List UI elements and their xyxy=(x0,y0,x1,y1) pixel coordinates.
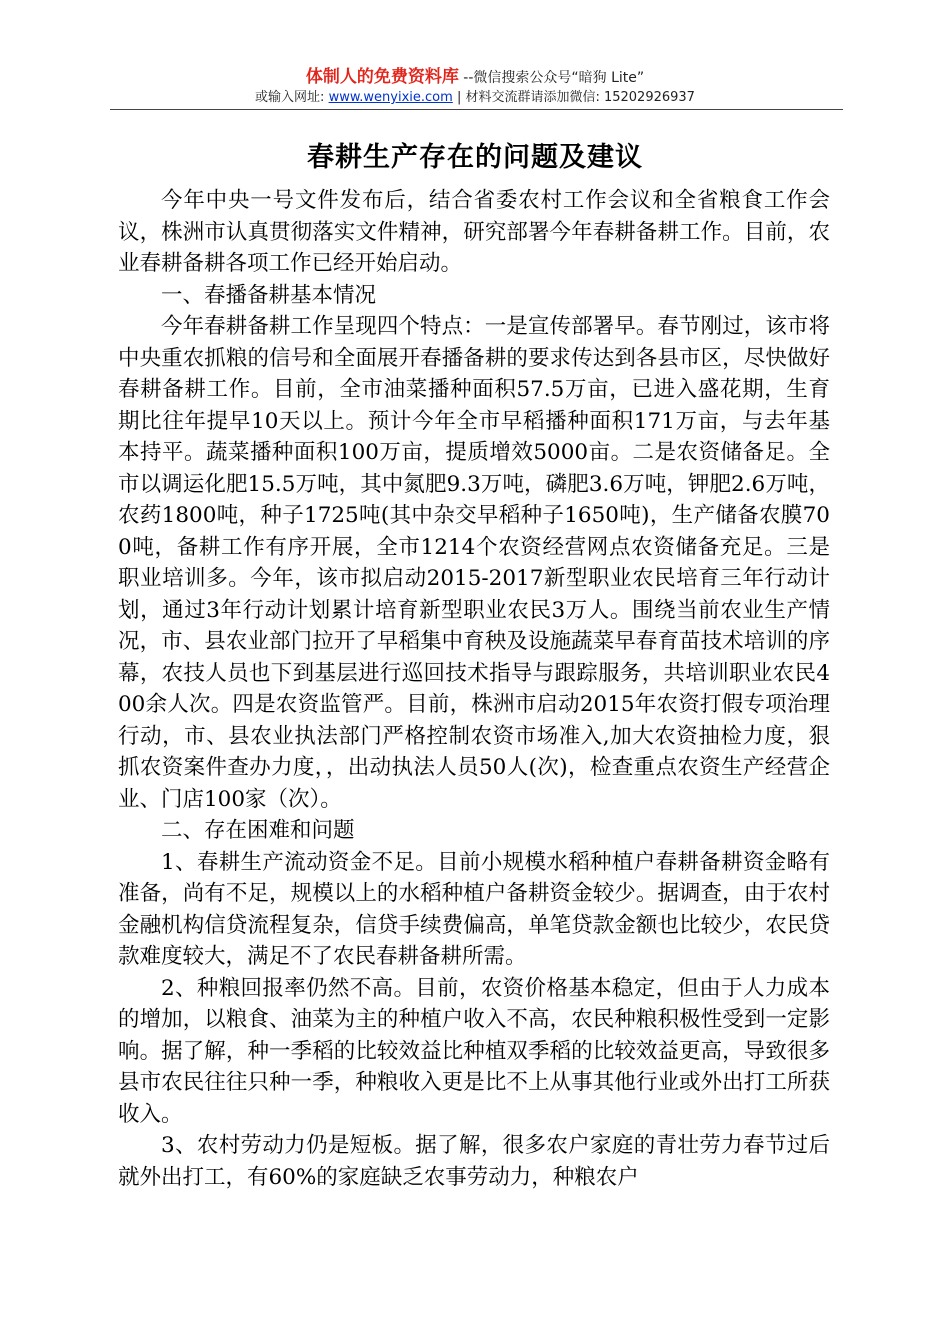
header-divider xyxy=(110,109,843,110)
brand-name: 体制人的免费资料库 xyxy=(305,67,459,87)
paragraph: 今年春耕备耕工作呈现四个特点：一是宣传部署早。春节刚过，该市将中央重农抓粮的信号和全面展开春播备耕的要求传达到各县市区，尽快做好春耕备耕工作。目前，全市油菜播种面积57.5万亩，已进入盛花期，生育期比往年提早10天以上。预计今年全市早稻播种面积171万亩，与去年基本持平。蔬菜播种面积100万亩，提质增效5000亩。二是农资储备足。全市以调运化肥15.5万吨，其中氮肥9.3万吨，磷肥3.6万吨，钾肥2.6万吨，农药1800吨，种子1725吨(其中杂交早稻种子1650吨)，生产储备农膜700吨，备耕工作有序开展，全市1214个农资经营网点农资储备充足。三是职业培训多。今年，该市拟启动2015-2017新型职业农民培育三年行动计划，通过3年行动计划累计培育新型职业农民3万人。围绕当前农业生产情况，市、县农业部门拉开了早稻集中育秧及设施蔬菜早春育苗技术培训的序幕，农技人员也下到基层进行巡回技术指导与跟踪服务，共培训职业农民400余人次。四是农资监管严。目前，株洲市启动2015年农资打假专项治理行动，市、县农业执法部门严格控制农资市场准入,加大农资抽检力度，狠抓农资案件查办力度，，出动执法人员50人(次)，检查重点农资生产经营企业、门店100家（次）。 xyxy=(118,314,830,812)
contact-info: | 材料交流群请添加微信: 15202926937 xyxy=(456,90,695,105)
url-prefix: 或输入网址: xyxy=(255,90,325,105)
document-title: 春耕生产存在的问题及建议 xyxy=(307,142,643,173)
paragraph: 1、春耕生产流动资金不足。目前小规模水稻种植户春耕备耕资金略有准备，尚有不足，规模以上的水稻种植户备耕资金较少。据调查，由于农村金融机构信贷流程复杂，信贷手续费偏高，单笔贷款金额也比较少，农民贷款难度较大，满足不了农民春耕备耕所需。 xyxy=(118,849,830,969)
brand-tagline: --微信搜索公众号“暗狗 Lite” xyxy=(463,70,645,86)
section-heading: 二、存在困难和问题 xyxy=(161,818,355,843)
website-link[interactable]: www.wenyixie.com xyxy=(328,90,453,105)
header-brand-line xyxy=(0,68,950,87)
paragraph: 2、种粮回报率仍然不高。目前，农资价格基本稳定，但由于人力成本的增加，以粮食、油菜为主的种植户收入不高，农民种粮积极性受到一定影响。据了解，种一季稻的比较效益比种植双季稻的比较效益更高，导致很多县市农民往往只种一季，种粮收入更是比不上从事其他行业或外出打工所获收入。 xyxy=(118,975,830,1127)
header-contact-line xyxy=(0,90,950,106)
section-heading: 一、春播备耕基本情况 xyxy=(161,282,377,308)
paragraph: 今年中央一号文件发布后，结合省委农村工作会议和全省粮食工作会议，株洲市认真贯彻落实文件精神，研究部署今年春耕备耕工作。目前，农业春耕备耕各项工作已经开始启动。 xyxy=(118,188,830,276)
paragraph: 3、农村劳动力仍是短板。据了解，很多农户家庭的青壮劳力春节过后就外出打工，有60%的家庭缺乏农事劳动力，种粮农户 xyxy=(118,1133,830,1190)
document-body xyxy=(118,185,830,1193)
